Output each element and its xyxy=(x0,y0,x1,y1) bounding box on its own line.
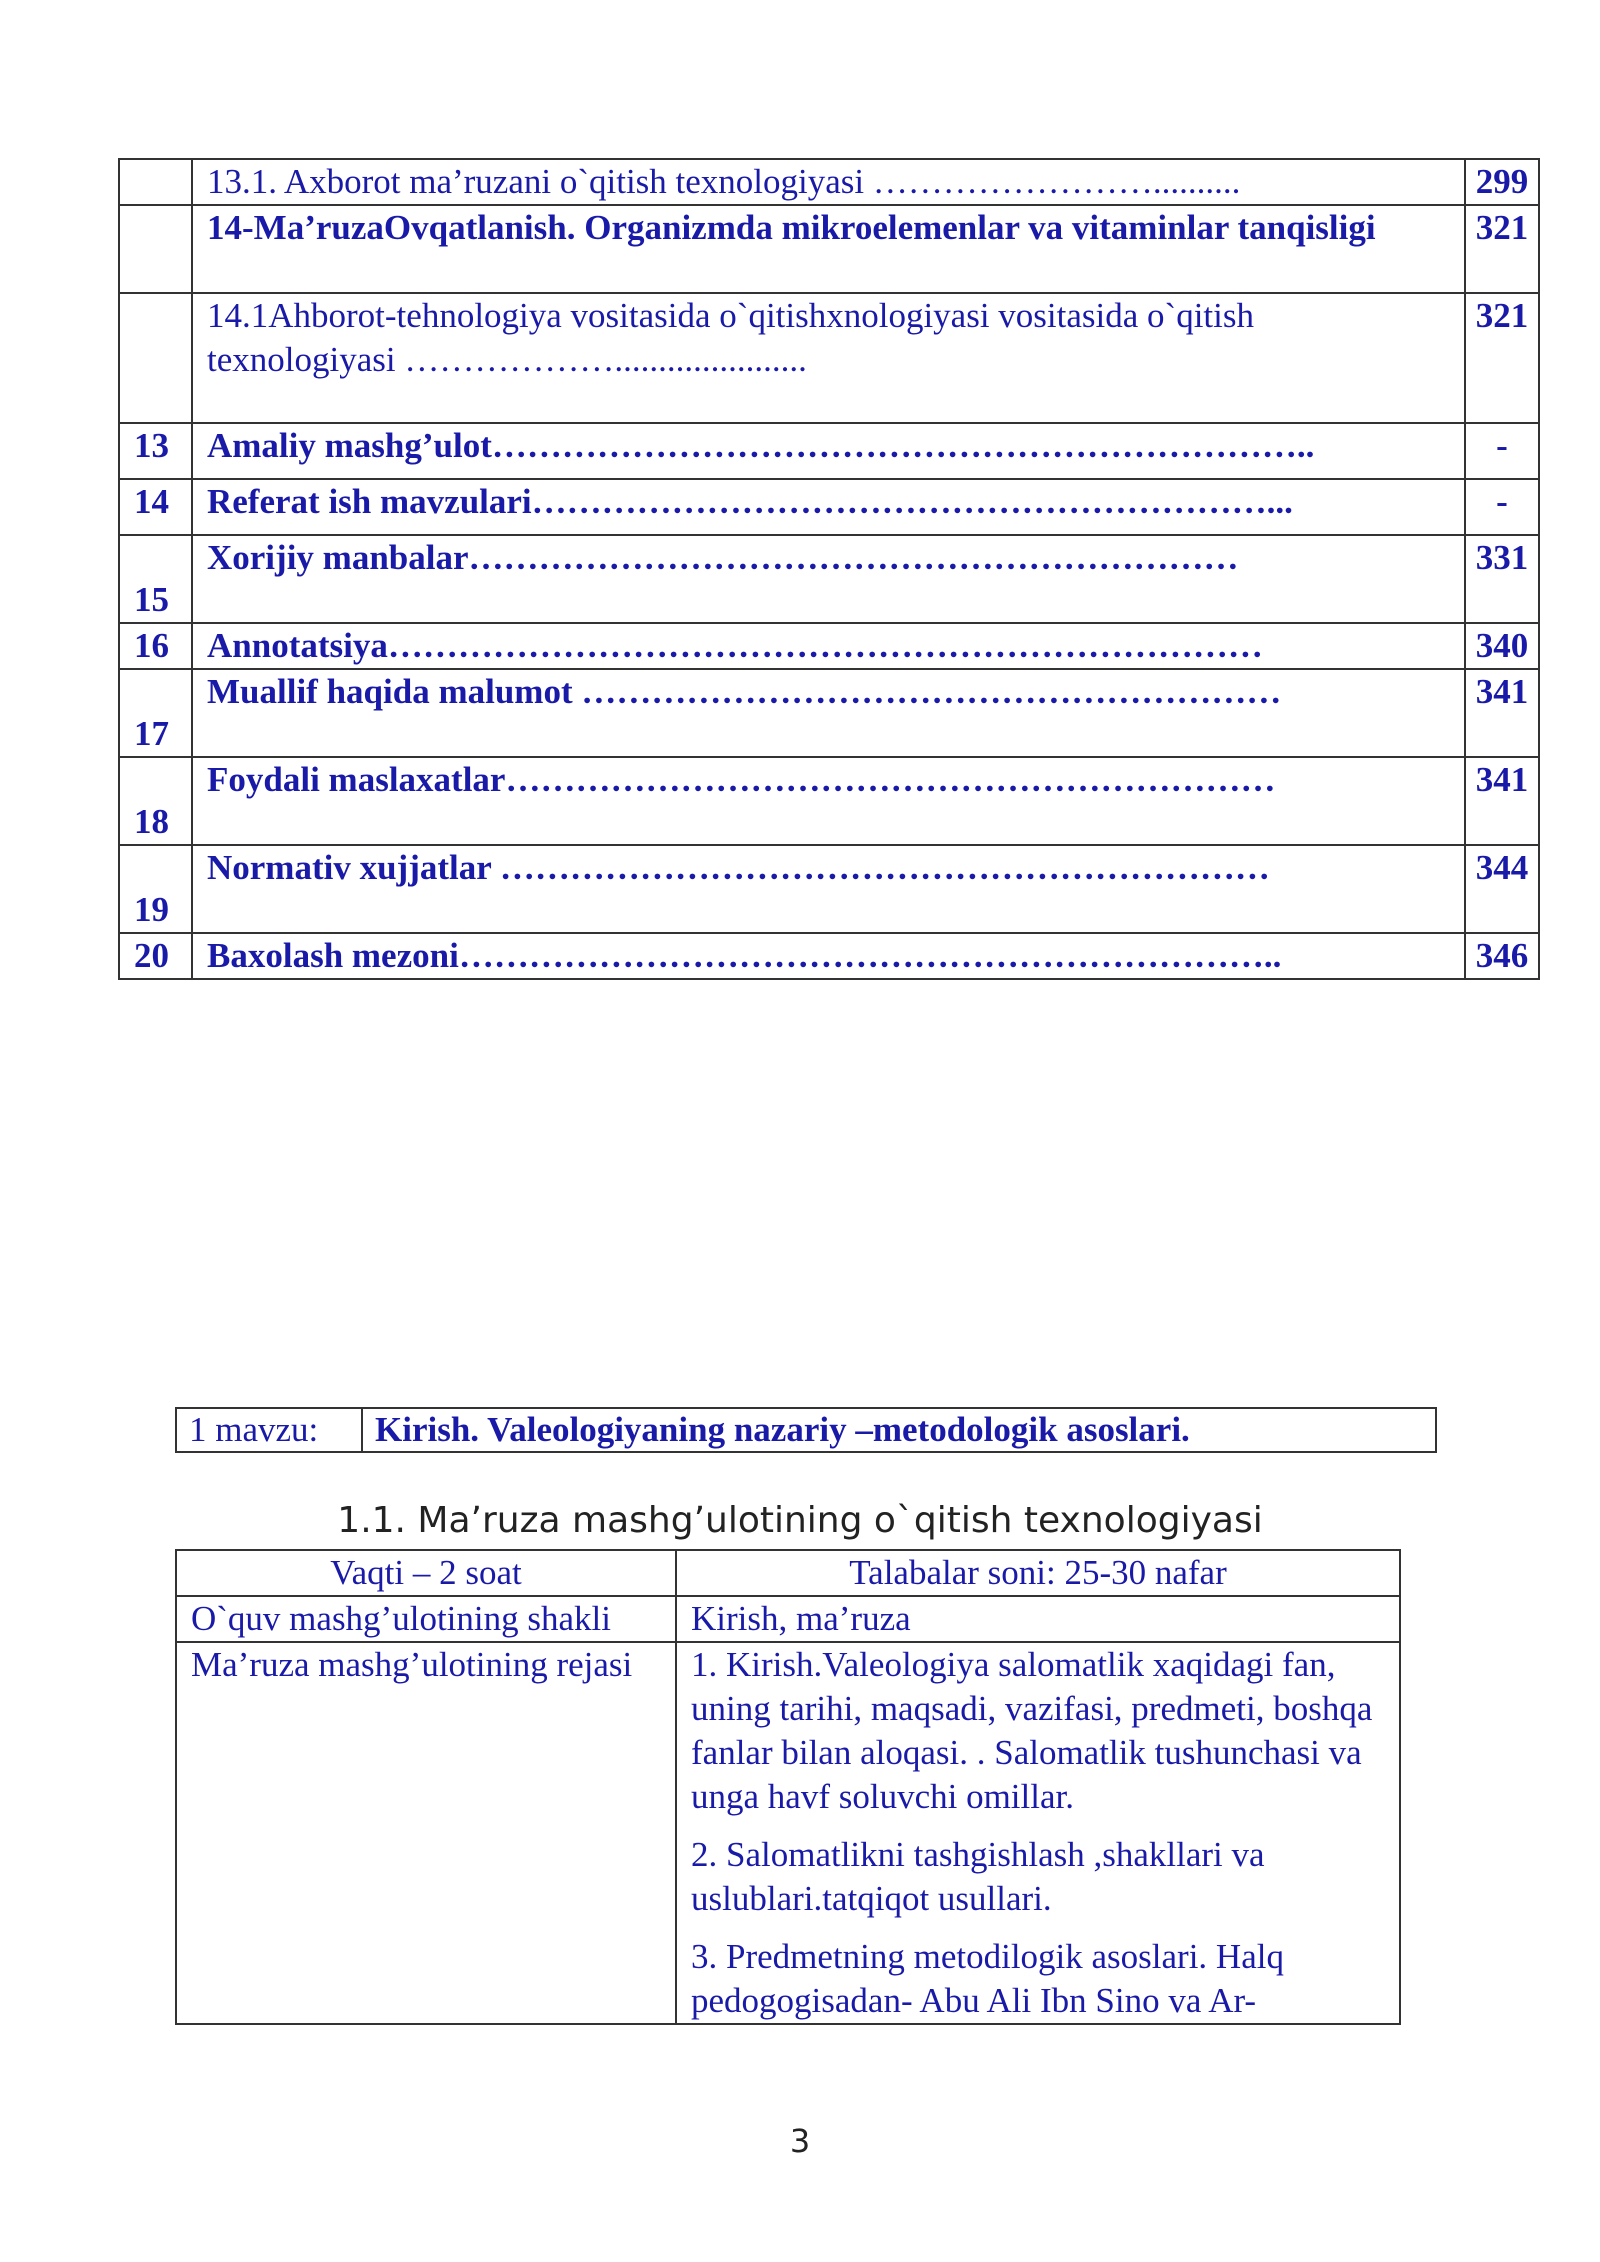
toc-row-page: 341 xyxy=(1465,757,1539,845)
topic-title: Kirish. Valeologiyaning nazariy –metodologik asoslari. xyxy=(362,1408,1436,1452)
toc-row-title: Normativ xujjatlar ………………………………………………………… xyxy=(192,845,1465,933)
toc-row-page: 344 xyxy=(1465,845,1539,933)
toc-row-title: Amaliy mashg’ulot…………………………………………………………….. xyxy=(192,423,1465,479)
toc-row-number: 16 xyxy=(119,623,192,669)
toc-row-number: 19 xyxy=(119,845,192,933)
toc-row-number xyxy=(119,293,192,423)
toc-row-page: - xyxy=(1465,423,1539,479)
toc-row xyxy=(119,293,1539,423)
toc-row-page: 299 xyxy=(1465,159,1539,205)
toc-row-page: - xyxy=(1465,479,1539,535)
toc-row xyxy=(119,479,1539,535)
section-heading: 1.1. Ma’ruza mashg’ulotining o`qitish texnologiyasi xyxy=(337,1500,1263,1541)
toc-row-number: 18 xyxy=(119,757,192,845)
topic-table xyxy=(175,1407,1437,1453)
lesson-plan-table xyxy=(175,1549,1401,2025)
form-label: O`quv mashg’ulotining shakli xyxy=(176,1596,676,1642)
plan-item: 1. Kirish.Valeologiya salomatlik xaqidagi fan, uning tarihi, maqsadi, vazifasi, predmeti, boshqa fanlar bilan aloqasi. . Salomatlik tushunchasi va unga havf soluvchi omillar. xyxy=(691,1645,1373,1816)
time-cell: Vaqti – 2 soat xyxy=(176,1550,676,1596)
toc-row xyxy=(119,757,1539,845)
plan-label: Ma’ruza mashg’ulotining rejasi xyxy=(191,1645,633,1684)
toc-row-title: 14-Ma’ruzaOvqatlanish. Organizmda mikroelemenlar va vitaminlar tanqisligi xyxy=(192,205,1465,293)
toc-row-title: Baxolash mezoni…………………………………………………………….. xyxy=(192,933,1465,979)
toc-row-page: 341 xyxy=(1465,669,1539,757)
plan-items-cell xyxy=(676,1642,1400,2024)
toc-row-number: 13 xyxy=(119,423,192,479)
toc-row-title: Muallif haqida malumot …………………………………………………… xyxy=(192,669,1465,757)
toc-row-title: Annotatsiya………………………………………………………………… xyxy=(192,623,1465,669)
toc-row-number xyxy=(119,205,192,293)
toc-row-page: 340 xyxy=(1465,623,1539,669)
topic-row xyxy=(176,1408,1436,1452)
toc-row xyxy=(119,845,1539,933)
table-of-contents xyxy=(118,158,1540,980)
toc-row-number: 17 xyxy=(119,669,192,757)
toc-row-page: 346 xyxy=(1465,933,1539,979)
toc-row-title: 13.1. Axborot ma’ruzani o`qitish texnologiyasi …………………….......... xyxy=(192,159,1465,205)
plan-row-items xyxy=(176,1642,1400,2024)
toc-row xyxy=(119,535,1539,623)
toc-row-number xyxy=(119,159,192,205)
toc-row-title: Xorijiy manbalar………………………………………………………… xyxy=(192,535,1465,623)
toc-row xyxy=(119,159,1539,205)
toc-row xyxy=(119,423,1539,479)
toc-row-title: 14.1Ahborot-tehnologiya vositasida o`qitishxnologiyasi vositasida o`qitish texnologiyasi ………………...................... xyxy=(192,293,1465,423)
toc-row-page: 321 xyxy=(1465,293,1539,423)
toc-row-title: Referat ish mavzulari………………………………………………………... xyxy=(192,479,1465,535)
toc-row-number: 15 xyxy=(119,535,192,623)
topic-label: 1 mavzu: xyxy=(176,1408,362,1452)
toc-row xyxy=(119,669,1539,757)
toc-row-number: 20 xyxy=(119,933,192,979)
plan-label-cell xyxy=(176,1642,676,2024)
plan-item: 3. Predmetning metodilogik asoslari. Halq pedogogisadan- Abu Ali Ibn Sino va Ar- xyxy=(691,1937,1284,2020)
plan-row-time xyxy=(176,1550,1400,1596)
toc-row xyxy=(119,623,1539,669)
toc-row xyxy=(119,205,1539,293)
toc-row-page: 331 xyxy=(1465,535,1539,623)
toc-row xyxy=(119,933,1539,979)
plan-row-form xyxy=(176,1596,1400,1642)
students-cell: Talabalar soni: 25-30 nafar xyxy=(676,1550,1400,1596)
toc-row-title: Foydali maslaxatlar………………………………………………………… xyxy=(192,757,1465,845)
toc-row-page: 321 xyxy=(1465,205,1539,293)
toc-row-number: 14 xyxy=(119,479,192,535)
form-value: Kirish, ma’ruza xyxy=(676,1596,1400,1642)
plan-item: 2. Salomatlikni tashgishlash ,shakllari va uslublari.tatqiqot usullari. xyxy=(691,1835,1265,1918)
page-number: 3 xyxy=(789,2122,811,2160)
